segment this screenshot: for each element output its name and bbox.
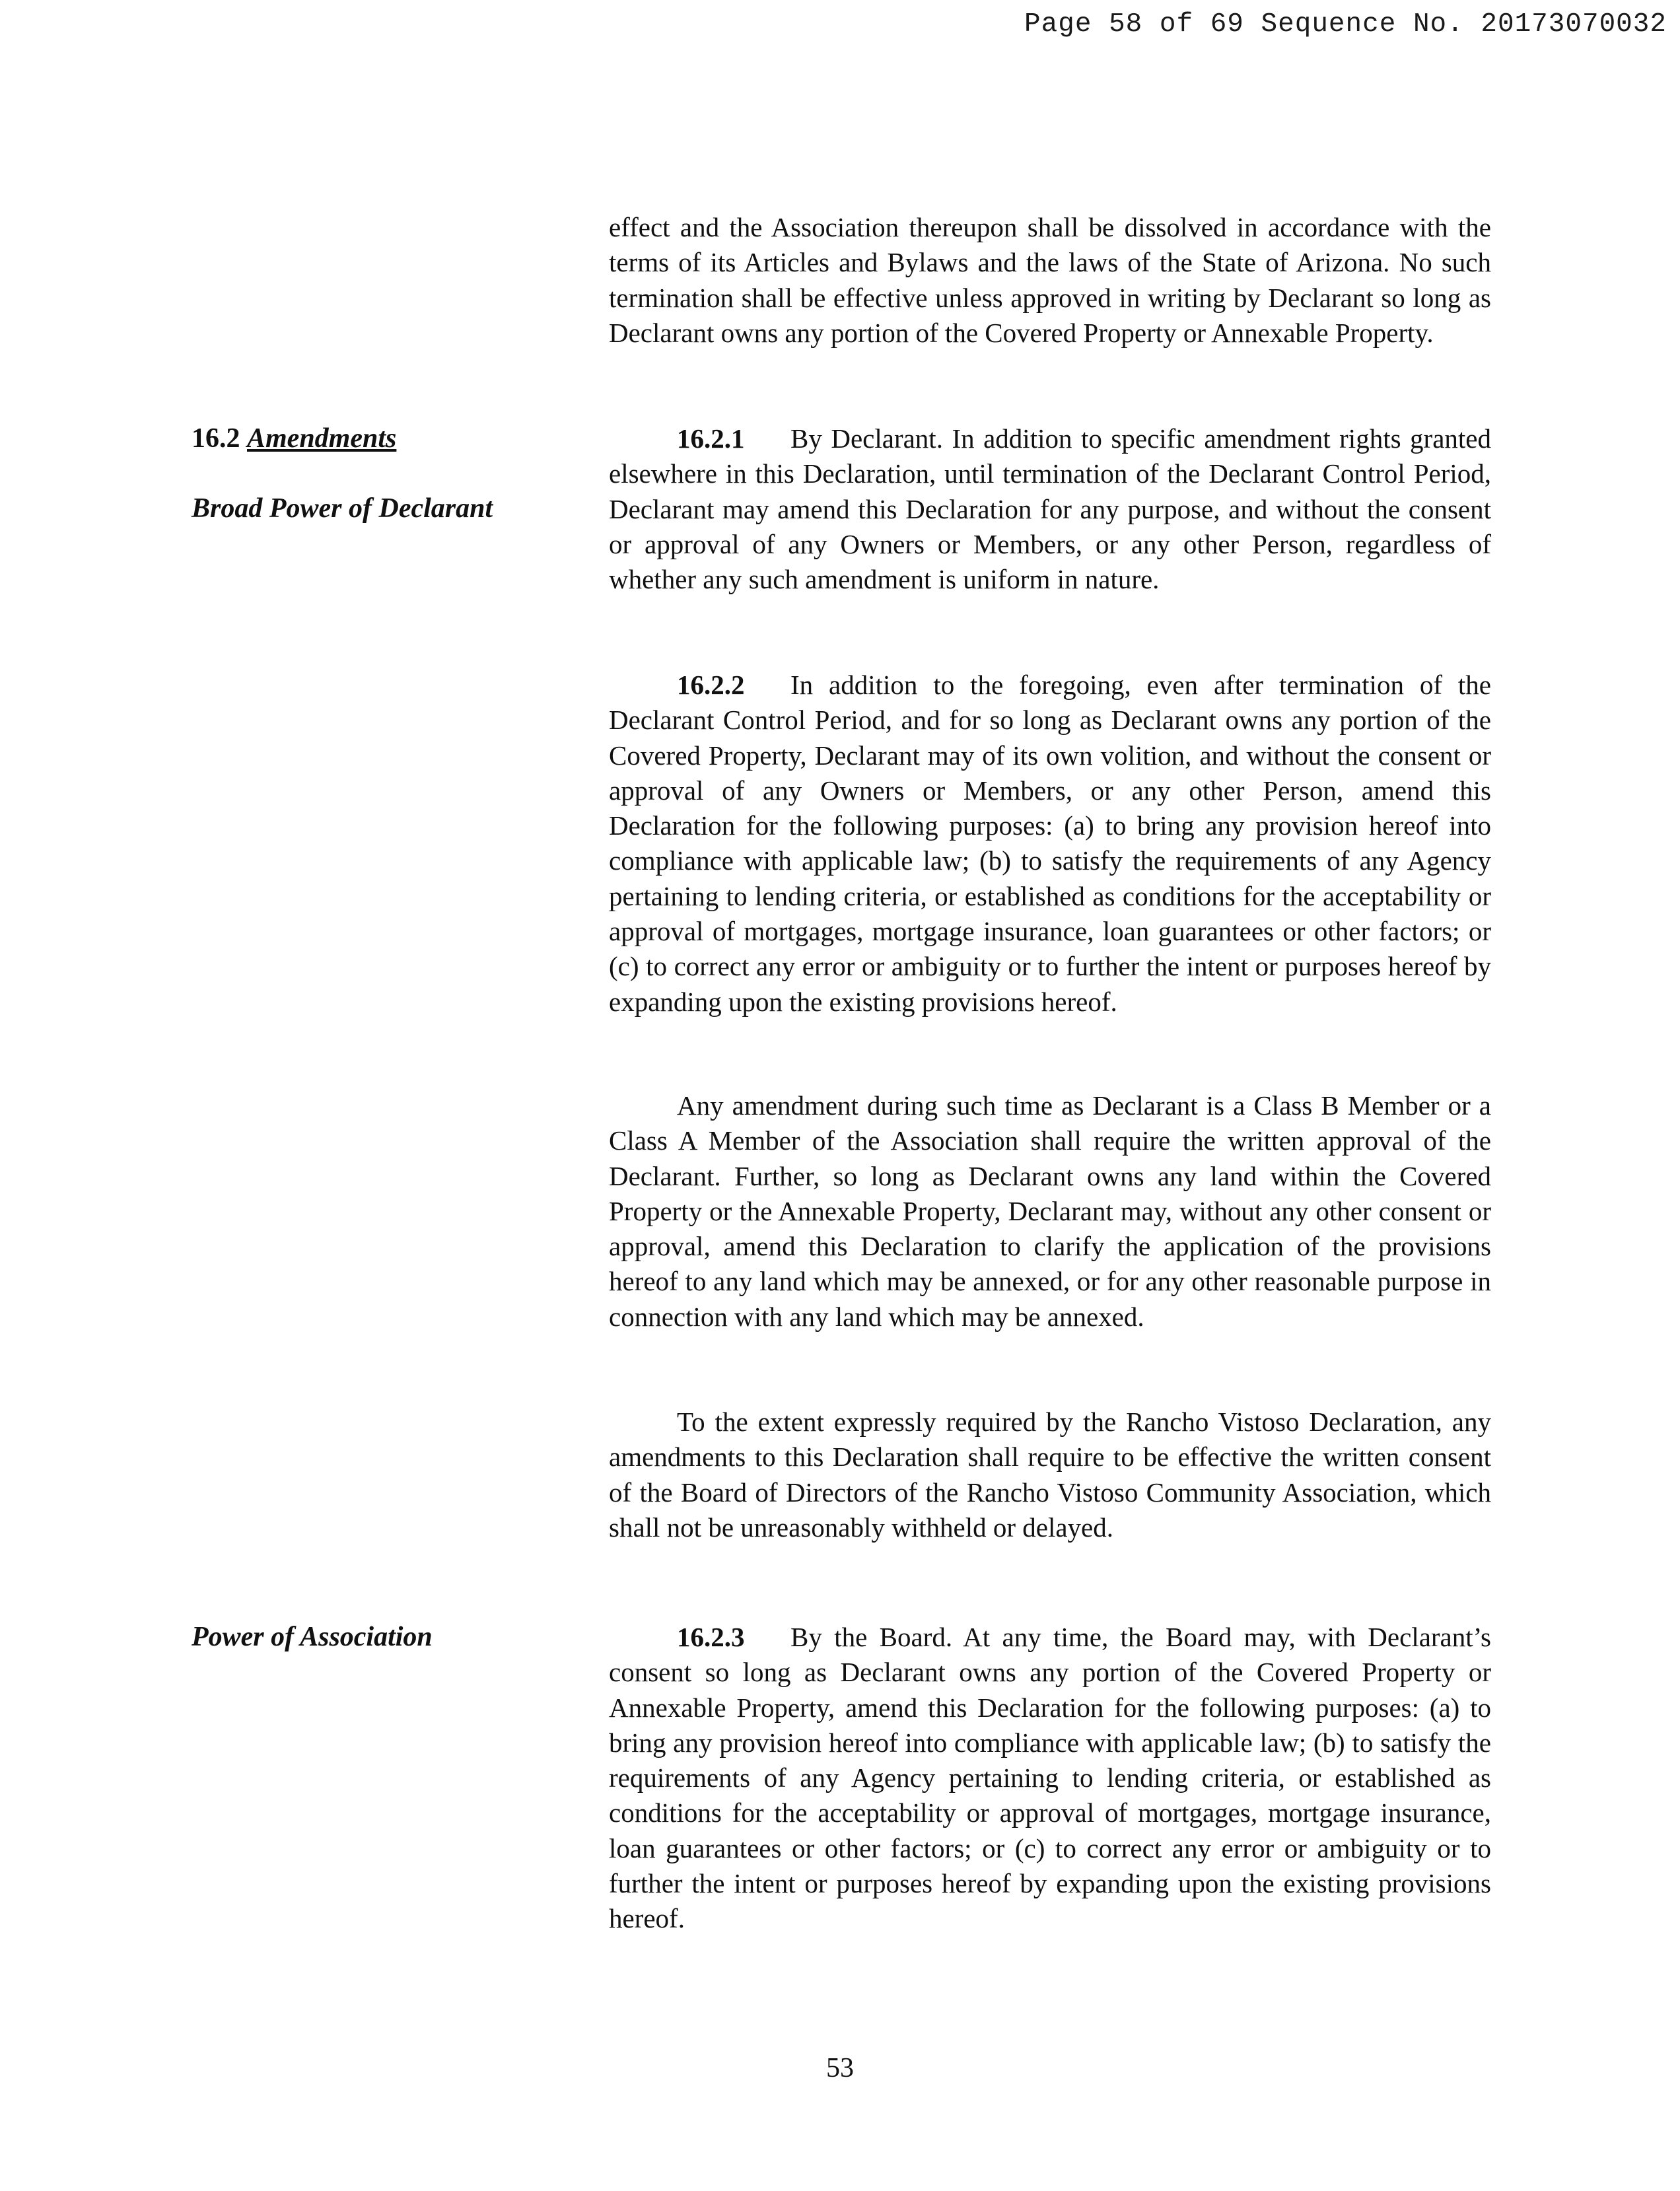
paragraph-number: 16.2.3 — [677, 1622, 745, 1652]
class-b-paragraph: Any amendment during such time as Declarant is a Class B Member or a Class A Member of the Association shall require the written approval of the Declarant. Further, so long as Declarant owns any land within the Covered Property or the Annexable Property, Declarant may, without any other consent or approval, amend this Declaration to clarify the application of the provisions hereof to any land which may be annexed, or for any other reasonable purpose in connection with any land which may be annexed. — [609, 1090, 1491, 1332]
continuation-paragraph: effect and the Association thereupon shall be dissolved in accordance with the terms of its Articles and Bylaws and the laws of the State of Arizona. No such termination shall be effective unless approved in writing by Declarant so long as Declarant owns any portion of the Covered Property or Annexable Property. — [609, 212, 1491, 348]
paragraph-number: 16.2.2 — [677, 670, 745, 700]
paragraph-16-2-3 — [609, 1620, 1491, 1937]
section-heading — [192, 421, 396, 456]
paragraph-text: By Declarant. In addition to specific amendment rights granted elsewhere in this Declaration, until termination of the Declarant Control Period, Declarant may amend this Declaration for any purpose, and without the consent or approval of any Owners or Members, or any other Person, regardless of whether any such amendment is uniform in nature. — [609, 423, 1491, 595]
paragraph-text: By the Board. At any time, the Board may, with Declarant’s consent so long as Declarant owns any portion of the Covered Property or Annexable Property, amend this Declaration for the following purposes: (a) to bring any provision hereof into compliance with applicable law; (b) to satisfy the requirements of any Agency pertaining to lending criteria, or established as conditions for the acceptability or approval of mortgages, mortgage insurance, loan guarantees or other factors; or (c) to correct any error or ambiguity or to further the intent or purposes hereof by expanding upon the existing provisions hereof. — [609, 1622, 1491, 1934]
paragraph-16-2-1 — [609, 421, 1491, 597]
recording-stamp: Page 58 of 69 Sequence No. 20173070032 — [1024, 9, 1667, 40]
section-number: 16.2 — [192, 423, 240, 454]
paragraph-text: In addition to the foregoing, even after termination of the Declarant Control Period, and for so long as Declarant owns any portion of the Covered Property, Declarant may of its own volition, and without the consent or approval of any Owners or Members, or any other Person, amend this Declaration for the following purposes: (a) to bring any provision hereof into compliance with applicable law; (b) to satisfy the requirements of any Agency pertaining to lending criteria, or established as conditions for the acceptability or approval of mortgages, mortgage insurance, loan guarantees or other factors; or (c) to correct any error or ambiguity or to further the intent or purposes hereof by expanding upon the existing provisions hereof. — [609, 670, 1491, 1017]
margin-heading-broad-power: Broad Power of Declarant — [192, 493, 493, 524]
rancho-vistoso-paragraph: To the extent expressly required by the Rancho Vistoso Declaration, any amendments to this Declaration shall require to be effective the written consent of the Board of Directors of the Rancho Vistoso Community Association, which shall not be unreasonably withheld or delayed. — [609, 1407, 1491, 1543]
paragraph-16-2-2 — [609, 668, 1491, 1020]
margin-heading-power-of-association: Power of Association — [192, 1622, 433, 1652]
section-title: Amendments — [247, 423, 397, 454]
paragraph-number: 16.2.1 — [677, 423, 745, 454]
page-number: 53 — [826, 2053, 854, 2083]
